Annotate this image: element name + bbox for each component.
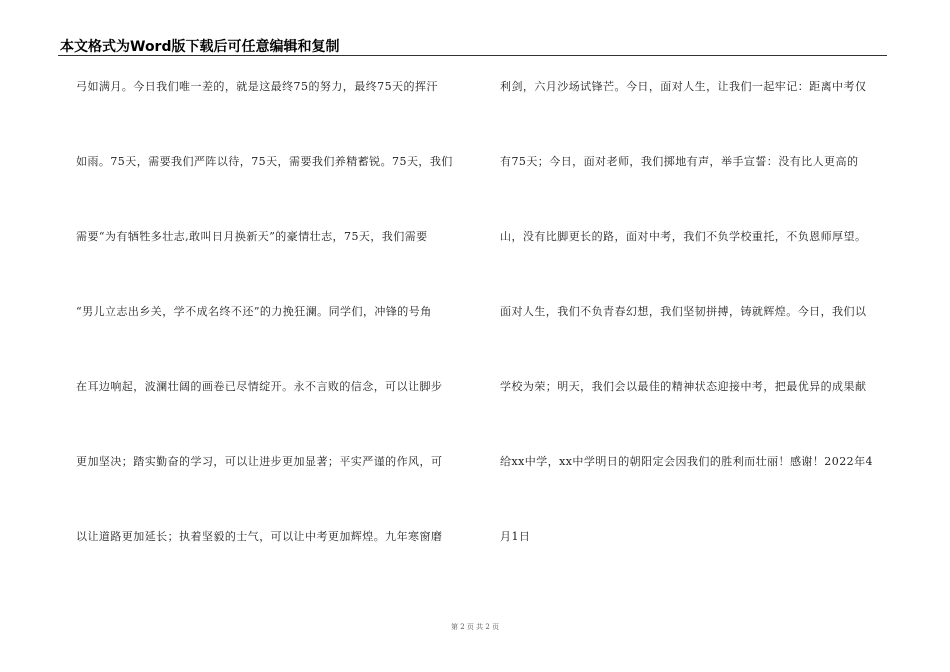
text-line: 如雨。75天，需要我们严阵以待，75天，需要我们养精蓄锐。75天，我们 — [76, 155, 453, 168]
text-line: 需要“为有牺牲多壮志,敢叫日月换新天”的豪情壮志，75天，我们需要 — [76, 230, 428, 243]
header-divider — [58, 55, 887, 56]
page-number-footer: 第 2 页 共 2 页 — [450, 623, 500, 631]
text-line: 有75天；今日，面对老师，我们掷地有声，举手宣誓：没有比人更高的 — [500, 155, 859, 168]
text-line: 学校为荣；明天，我们会以最佳的精神状态迎接中考，把最优异的成果献 — [500, 380, 867, 393]
text-line: 面对人生，我们不负青春幻想，我们坚韧拼搏，铸就辉煌。今日，我们以 — [500, 305, 867, 318]
text-line: “男儿立志出乡关，学不成名终不还”的力挽狂澜。同学们，冲锋的号角 — [76, 305, 432, 318]
text-line: 以让道路更加延长；执着坚毅的士气，可以让中考更加辉煌。九年寒窗磨 — [76, 530, 443, 543]
text-line: 月1日 — [500, 530, 531, 543]
text-line: 山，没有比脚更长的路，面对中考，我们不负学校重托，不负恩师厚望。 — [500, 230, 867, 243]
text-line: 给xx中学，xx中学明日的朝阳定会因我们的胜利而壮丽！感谢！2022年4 — [500, 455, 874, 468]
text-line: 在耳边响起，波澜壮阔的画卷已尽情绽开。永不言败的信念，可以让脚步 — [76, 380, 443, 393]
document-header-title: 本文格式为Word版下载后可任意编辑和复制 — [60, 39, 340, 55]
text-line: 弓如满月。今日我们唯一差的，就是这最终75的努力，最终75天的挥汗 — [76, 80, 438, 93]
text-line: 利剑，六月沙场试锋芒。今日，面对人生，让我们一起牢记：距离中考仅 — [500, 80, 867, 93]
text-line: 更加坚决；踏实勤奋的学习，可以让进步更加显著；平实严谨的作风，可 — [76, 455, 443, 468]
